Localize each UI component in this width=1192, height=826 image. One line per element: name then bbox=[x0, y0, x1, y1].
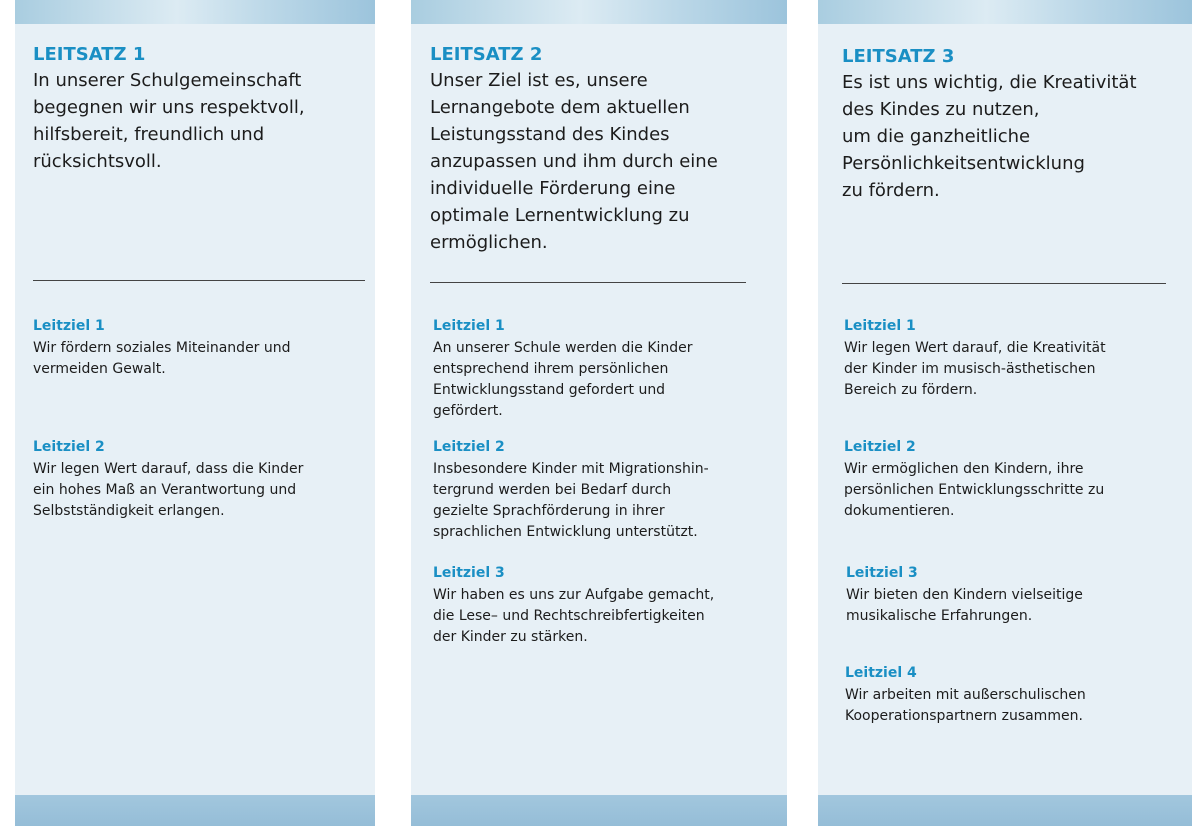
leitsatz-3-leitziel-3-text: Wir bieten den Kindern vielseitige musikalische Erfahrungen. bbox=[846, 587, 1083, 624]
leitsatz-1-title: LEITSATZ 1 bbox=[33, 44, 146, 65]
leitsatz-3-leitziel-2-text: Wir ermöglichen den Kindern, ihre persönlichen Entwicklungsschritte zu dokumentieren. bbox=[844, 461, 1105, 519]
leitsatz-3-divider bbox=[842, 283, 1166, 284]
leitsatz-3-leitziel-4-text: Wir arbeiten mit außerschulischen Kooperationspartnern zusammen. bbox=[845, 687, 1086, 724]
leitsatz-1-divider bbox=[33, 280, 365, 281]
leitsatz-2-leitziel-1-text: An unserer Schule werden die Kinder entsprechend ihrem persönlichen Entwicklungsstand gefordert und gefördert. bbox=[433, 340, 693, 419]
leitsatz-2-text: Unser Ziel ist es, unsere Lernangebote dem aktuellen Leistungsstand des Kindes anzupassen und ihm durch eine individuelle Förderung eine optimale Lernentwicklung zu ermöglichen. bbox=[430, 70, 718, 253]
panel-top-bar bbox=[15, 0, 375, 24]
leitsatz-2-leitziel-3-text: Wir haben es uns zur Aufgabe gemacht, die Lese– und Rechtschreibfertigkeiten der Kinder zu stärken. bbox=[433, 587, 715, 645]
leitsatz-2-leitziel-1-title: Leitziel 1 bbox=[433, 318, 505, 334]
leitsatz-2-leitziel-3-title: Leitziel 3 bbox=[433, 565, 505, 581]
leitsatz-2-title: LEITSATZ 2 bbox=[430, 44, 543, 65]
leitsatz-1-text: In unserer Schulgemeinschaft begegnen wir uns respektvoll, hilfsbereit, freundlich und rücksichtsvoll. bbox=[33, 70, 305, 172]
leitsatz-2-divider bbox=[430, 282, 746, 283]
leitsatz-3-text: Es ist uns wichtig, die Kreativität des Kindes zu nutzen, um die ganzheitliche Persönlichkeitsentwicklung zu fördern. bbox=[842, 72, 1137, 201]
panel-bottom-bar bbox=[411, 795, 787, 826]
leitsatz-3-leitziel-3-title: Leitziel 3 bbox=[846, 565, 918, 581]
panel-bottom-bar bbox=[818, 795, 1192, 826]
leitsatz-1-leitziel-2-text: Wir legen Wert darauf, dass die Kinder ein hohes Maß an Verantwortung und Selbstständigkeit erlangen. bbox=[33, 461, 304, 519]
leitsatz-3-leitziel-4-title: Leitziel 4 bbox=[845, 665, 917, 681]
leitsatz-3-leitziel-2-title: Leitziel 2 bbox=[844, 439, 916, 455]
leitsatz-3-leitziel-1-title: Leitziel 1 bbox=[844, 318, 916, 334]
panel-top-bar bbox=[411, 0, 787, 24]
panel-bottom-bar bbox=[15, 795, 375, 826]
leitsatz-3-leitziel-1-text: Wir legen Wert darauf, die Kreativität der Kinder im musisch-ästhetischen Bereich zu fördern. bbox=[844, 340, 1106, 398]
leitsatz-2-leitziel-2-text: Insbesondere Kinder mit Migrationshin- tergrund werden bei Bedarf durch gezielte Sprachförderung in ihrer sprachlichen Entwicklung unterstützt. bbox=[433, 461, 709, 540]
panel-top-bar bbox=[818, 0, 1192, 24]
leitsatz-1-leitziel-1-title: Leitziel 1 bbox=[33, 318, 105, 334]
leitsatz-3-title: LEITSATZ 3 bbox=[842, 46, 955, 67]
leitsatz-1-leitziel-2-title: Leitziel 2 bbox=[33, 439, 105, 455]
leitsatz-1-leitziel-1-text: Wir fördern soziales Miteinander und vermeiden Gewalt. bbox=[33, 340, 291, 377]
leitsatz-2-leitziel-2-title: Leitziel 2 bbox=[433, 439, 505, 455]
